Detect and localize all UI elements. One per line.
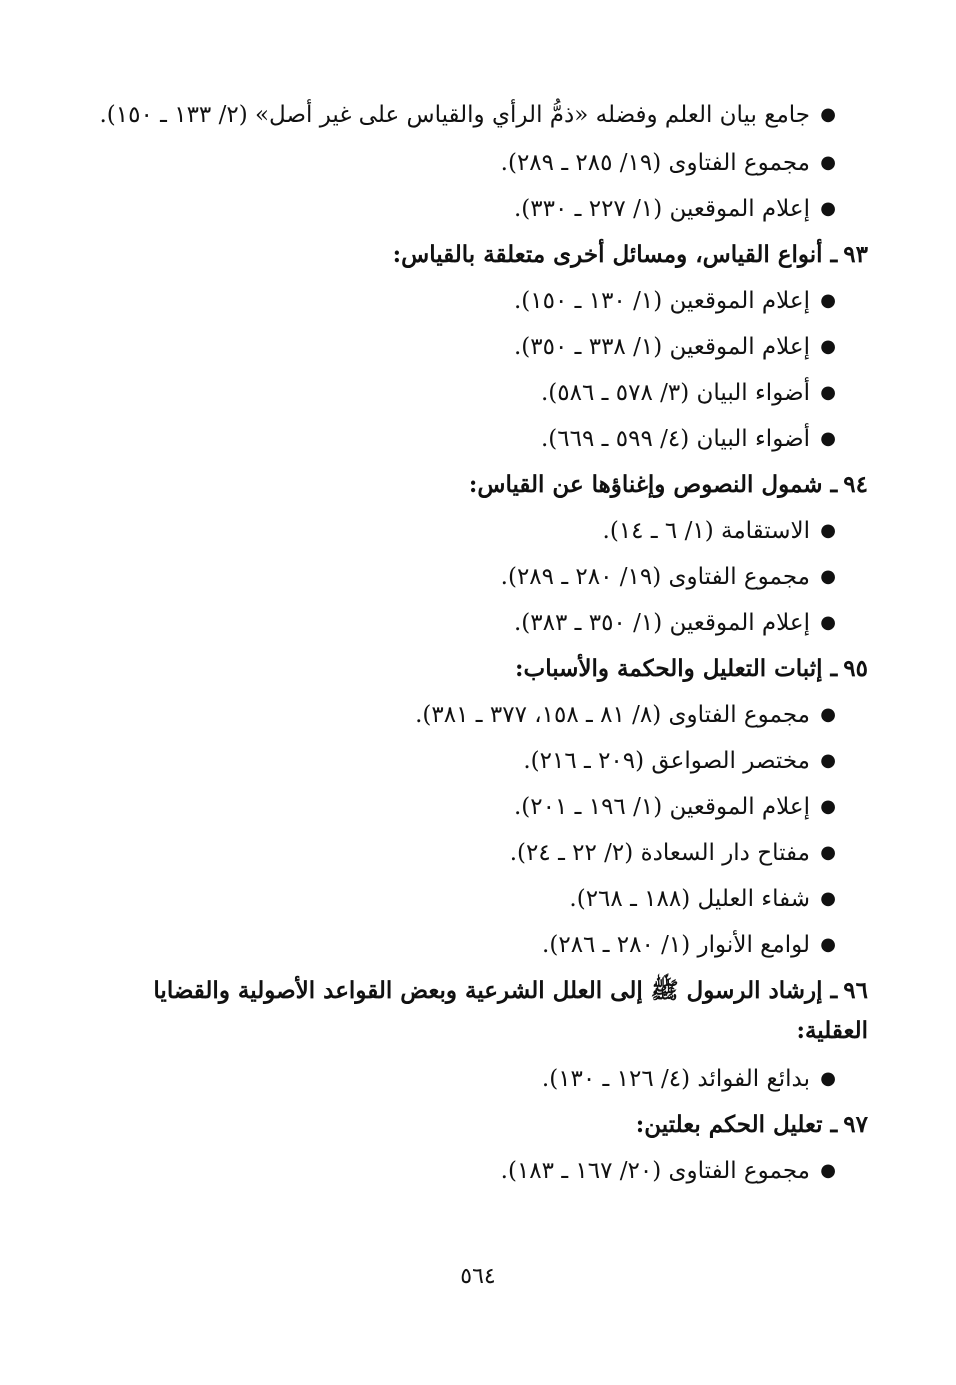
- list-item: [78, 508, 838, 554]
- bullet-icon: ●: [820, 1160, 836, 1181]
- section-number: ٩٧: [843, 1111, 868, 1138]
- bullet-icon: ●: [820, 704, 836, 725]
- section-number: ٩٤: [843, 471, 868, 498]
- bullet-icon: ●: [820, 1068, 836, 1089]
- section-title: ـ تعليل الحكم بعلتين:: [635, 1111, 838, 1138]
- item-text: أضواء البيان (٤/ ٥٩٩ ـ ٦٦٩).: [541, 426, 810, 452]
- bullet-icon: ●: [820, 520, 836, 541]
- item-text: لوامع الأنوار (١/ ٢٨٠ ـ ٢٨٦).: [542, 932, 810, 958]
- section-title: ـ إثبات التعليل والحكمة والأسباب:: [515, 655, 838, 682]
- bullet-icon: ●: [820, 104, 836, 125]
- item-text: شفاء العليل (١٨٨ ـ ٢٦٨).: [569, 886, 810, 912]
- bullet-icon: ●: [820, 290, 836, 311]
- bullet-icon: ●: [820, 842, 836, 863]
- bullet-icon: ●: [820, 152, 836, 173]
- item-text: أضواء البيان (٣/ ٥٧٨ ـ ٥٨٦).: [541, 380, 810, 406]
- list-item: [78, 830, 838, 876]
- list-item: [78, 554, 838, 600]
- bullet-icon: ●: [820, 566, 836, 587]
- page-number: ٥٦٤: [460, 1264, 496, 1289]
- bullet-icon: ●: [820, 888, 836, 909]
- bullet-icon: ●: [820, 198, 836, 219]
- bullet-icon: ●: [820, 382, 836, 403]
- section-number: ٩٣: [843, 241, 868, 268]
- list-item: [78, 692, 838, 738]
- list-item: [78, 416, 838, 462]
- item-text: إعلام الموقعين (١/ ٣٣٨ ـ ٣٥٠).: [513, 334, 810, 360]
- item-text: إعلام الموقعين (١/ ١٣٠ ـ ١٥٠).: [513, 288, 810, 314]
- list-item: [78, 1056, 838, 1102]
- item-text: مجموع الفتاوى (٨/ ٨١ ـ ١٥٨، ٣٧٧ ـ ٣٨١).: [415, 702, 810, 728]
- item-text: بدائع الفوائد (٤/ ١٢٦ ـ ١٣٠).: [541, 1066, 810, 1092]
- list-item: [78, 922, 838, 968]
- list-item: [78, 140, 838, 186]
- item-text: مختصر الصواعق (٢٠٩ ـ ٢١٦).: [523, 748, 810, 774]
- item-text: مجموع الفتاوى (١٩/ ٢٨٥ ـ ٢٨٩).: [500, 150, 810, 176]
- list-item: [78, 324, 838, 370]
- item-text: إعلام الموقعين (١/ ٣٥٠ ـ ٣٨٣).: [513, 610, 810, 636]
- list-item: [78, 876, 838, 922]
- section-heading: [78, 232, 868, 278]
- list-item: [78, 1148, 838, 1194]
- item-text: مجموع الفتاوى (١٩/ ٢٨٠ ـ ٢٨٩).: [500, 564, 810, 590]
- section-number: ٩٥: [843, 655, 868, 682]
- section-title: ـ إرشاد الرسول ﷺ إلى العلل الشرعية وبعض القواعد الأصولية والقضايا العقلية:: [153, 977, 868, 1044]
- bullet-icon: ●: [820, 934, 836, 955]
- section-heading: [78, 968, 868, 1056]
- section-number: ٩٦: [843, 977, 868, 1004]
- list-item: [78, 370, 838, 416]
- list-item: [78, 600, 838, 646]
- item-text: مفتاح دار السعادة (٢/ ٢٢ ـ ٢٤).: [509, 840, 810, 866]
- bullet-icon: ●: [820, 612, 836, 633]
- list-item: [78, 784, 838, 830]
- index-content: [78, 92, 868, 1194]
- section-heading: [78, 1102, 868, 1148]
- item-text: إعلام الموقعين (١/ ٢٢٧ ـ ٣٣٠).: [513, 196, 810, 222]
- bullet-icon: ●: [820, 796, 836, 817]
- bullet-icon: ●: [820, 336, 836, 357]
- section-title: ـ أنواع القياس، ومسائل أخرى متعلقة بالقياس:: [392, 241, 838, 268]
- bullet-icon: ●: [820, 750, 836, 771]
- section-heading: [78, 462, 868, 508]
- list-item: [78, 186, 838, 232]
- item-text: إعلام الموقعين (١/ ١٩٦ ـ ٢٠١).: [513, 794, 810, 820]
- list-item: [78, 738, 838, 784]
- section-heading: [78, 646, 868, 692]
- item-text: مجموع الفتاوى (٢٠/ ١٦٧ ـ ١٨٣).: [500, 1158, 810, 1184]
- list-item: [78, 92, 838, 140]
- bullet-icon: ●: [820, 428, 836, 449]
- section-title: ـ شمول النصوص وإغناؤها عن القياس:: [468, 471, 838, 498]
- item-text: الاستقامة (١/ ٦ ـ ١٤).: [602, 518, 810, 544]
- item-text: جامع بيان العلم وفضله «ذمُّ الرأي والقياس على غير أصل» (٢/ ١٣٣ ـ ١٥٠).: [99, 102, 810, 128]
- list-item: [78, 278, 838, 324]
